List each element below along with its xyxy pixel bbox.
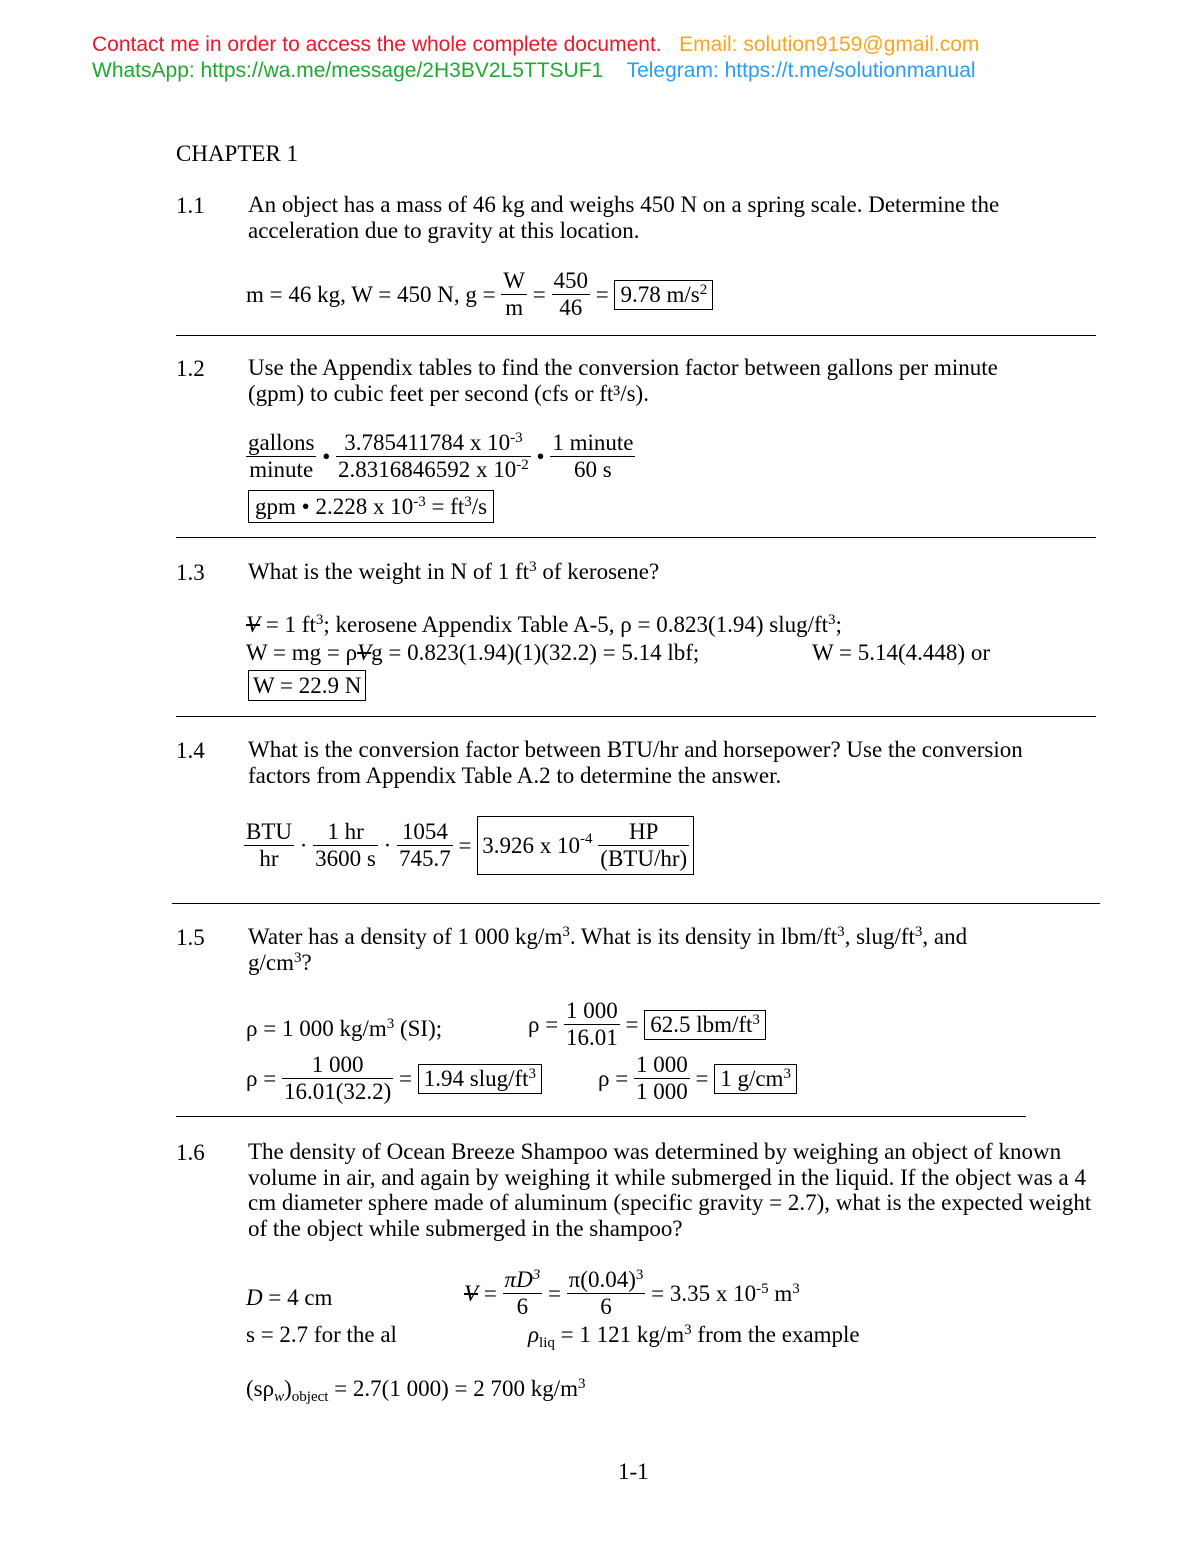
superscript: -3	[510, 430, 523, 446]
text: = 3.35 x 10	[651, 1281, 757, 1306]
numerator: 1 000	[635, 1052, 688, 1077]
numerator: HP	[598, 819, 689, 846]
denominator: 16.01(32.2)	[283, 1079, 392, 1104]
solution-line: V = $\frac{\pi D^3}{6}$ = $\frac{\pi(0.04)^3}{6}$ = 3.35 x $10^{-5}$ $m^3$	[464, 1267, 800, 1319]
text: gpm • 2.228 x 10	[255, 494, 414, 519]
divider	[176, 335, 1096, 336]
text: = 2.7(1 000) = 2 700 kg/m	[328, 1376, 578, 1401]
denominator: 16.01	[565, 1025, 618, 1050]
problem-number: 1.1	[176, 193, 205, 218]
subscript: liq	[539, 1335, 555, 1351]
fraction	[552, 268, 591, 321]
page-number: 1-1	[618, 1459, 649, 1484]
fraction	[244, 819, 294, 872]
text: ;	[835, 612, 842, 637]
equals: =	[458, 833, 472, 858]
solution-line	[246, 641, 699, 664]
superscript: -2	[516, 457, 529, 473]
problem-solution	[246, 430, 635, 483]
superscript: 3	[532, 1267, 541, 1283]
equals: =	[595, 282, 609, 307]
answer-box	[248, 490, 494, 523]
superscript: 3	[577, 1376, 586, 1392]
superscript: 3	[783, 1066, 791, 1082]
subscript: object	[291, 1389, 329, 1405]
superscript: 3	[914, 924, 923, 940]
volume-symbol: V	[246, 612, 261, 637]
superscript: 3	[792, 1281, 800, 1297]
superscript: 3	[315, 612, 324, 628]
problem-number: 1.2	[176, 356, 205, 381]
volume-symbol: V	[464, 1281, 479, 1306]
problem-question: The density of Ocean Breeze Shampoo was determined by weighing an object of known volume in air, and again by weighing it while submerged in the liquid. If the object was a 4 cm diameter sphere made of aluminum (specific gravity = 2.7), what is the expected weight of the object while submerged in the shampoo?	[248, 1139, 1092, 1241]
fraction	[336, 430, 531, 483]
operator: •	[536, 444, 545, 469]
text: from the example	[691, 1322, 860, 1347]
problem-question	[248, 559, 1108, 585]
text: π(0.04)	[568, 1267, 636, 1292]
denominator: minute	[249, 457, 314, 482]
text: . What is its density in lbm/ft	[569, 924, 838, 949]
divider	[176, 1116, 1026, 1117]
denominator	[336, 457, 531, 483]
operator: ·	[299, 833, 308, 858]
answer-box	[714, 1064, 797, 1094]
problem-number: 1.4	[176, 738, 205, 763]
text: ρ =	[598, 1066, 629, 1091]
divider	[176, 716, 1096, 717]
superscript: -4	[580, 830, 593, 847]
denominator: 46	[559, 295, 583, 320]
solution-line	[598, 1052, 797, 1105]
numerator: gallons	[248, 430, 315, 455]
problem-solution	[246, 268, 713, 321]
fraction	[282, 1052, 393, 1105]
superscript: 3	[528, 1066, 537, 1082]
text: m	[768, 1281, 793, 1306]
answer-text: 9.78 m/s	[620, 282, 700, 307]
superscript: -3	[413, 494, 426, 510]
numerator: 1 000	[565, 998, 618, 1023]
contact-text: Contact me in order to access the whole complete document.	[92, 33, 662, 56]
solution-line	[246, 1052, 542, 1105]
fraction	[246, 430, 316, 483]
text: W = mg = ρ	[246, 640, 358, 665]
telegram-link[interactable]: Telegram: https://t.me/solutionmanual	[626, 59, 976, 82]
operator: •	[322, 444, 331, 469]
superscript: 3	[386, 1016, 395, 1032]
divider	[176, 537, 1096, 538]
contact-banner	[92, 33, 979, 57]
text: /s	[471, 494, 488, 519]
whatsapp-link[interactable]: WhatsApp: https://wa.me/message/2H3BV2L5TTSUF1	[92, 59, 604, 82]
fraction	[634, 1052, 690, 1105]
text: 3.785411784 x 10	[344, 430, 511, 455]
denominator: (BTU/hr)	[600, 846, 688, 871]
numerator: 1 000	[282, 1052, 393, 1079]
solution-line	[246, 613, 842, 636]
text: (SI);	[394, 1016, 443, 1041]
diameter-symbol: D	[246, 1285, 263, 1310]
solution-line	[528, 998, 766, 1051]
solution-text: m = 46 kg, W = 450 N, g =	[246, 282, 496, 307]
solution-line	[246, 1017, 442, 1040]
text: = ft	[425, 494, 465, 519]
superscript: 3	[752, 1012, 760, 1028]
fraction	[564, 998, 620, 1051]
numerator	[503, 1267, 543, 1294]
text: )	[284, 1376, 292, 1401]
text: 2.8316846592 x 10	[338, 457, 517, 482]
text: = 1 ft	[260, 612, 316, 637]
answer-text: W = 22.9 N	[248, 670, 366, 701]
answer-box	[248, 670, 366, 701]
text: ρ = 1 000 kg/m	[246, 1016, 387, 1041]
email-link[interactable]: Email: solution9159@gmail.com	[679, 33, 980, 56]
text: (sρ	[246, 1376, 275, 1401]
text: g/cm	[248, 950, 294, 975]
answer-box	[477, 816, 694, 875]
superscript: 3	[529, 559, 537, 575]
solution-line: W = 5.14(4.448) or	[812, 640, 990, 665]
answer-text: 62.5 lbm/ft	[650, 1012, 753, 1037]
operator: ·	[383, 833, 392, 858]
fraction	[313, 819, 378, 872]
volume-symbol: V	[357, 640, 372, 665]
answer-text: 1.94 slug/ft	[423, 1066, 529, 1091]
answer-box	[644, 1010, 766, 1040]
problem-number: 1.6	[176, 1140, 205, 1165]
problem-number: 1.3	[176, 560, 205, 585]
denominator: m	[505, 295, 524, 320]
fraction	[397, 819, 453, 872]
answer-box	[614, 280, 713, 310]
denominator: hr	[259, 846, 279, 871]
superscript: 3	[562, 924, 570, 940]
numerator: 450	[553, 268, 588, 293]
problem-number: 1.5	[176, 925, 205, 950]
numerator	[336, 430, 531, 457]
numerator	[567, 1267, 646, 1294]
problem-question: Use the Appendix tables to find the conversion factor between gallons per minute (gpm) to cubic feet per second (cfs or ft³/s).	[248, 355, 998, 406]
answer-text: 1 g/cm	[720, 1066, 784, 1091]
contact-links	[92, 59, 976, 83]
text	[651, 1281, 800, 1306]
denominator: 6	[516, 1294, 529, 1319]
fraction	[598, 819, 689, 872]
superscript: 3	[635, 1267, 644, 1283]
problem-question: An object has a mass of 46 kg and weighs 450 N on a spring scale. Determine the acceleration due to gravity at this location.	[248, 192, 1000, 243]
numerator: 1 minute	[552, 430, 634, 455]
denominator: 745.7	[399, 846, 451, 871]
text: = 1 121 kg/m	[554, 1322, 685, 1347]
equals: =	[625, 1012, 639, 1037]
equals: =	[695, 1066, 709, 1091]
solution-line	[528, 1322, 860, 1351]
superscript: 3	[294, 950, 302, 966]
fraction	[550, 430, 635, 483]
problem-question: What is the conversion factor between BTU/hr and horsepower? Use the conversion factors from Appendix Table A.2 to determine the answer.	[248, 737, 1023, 788]
text: ?	[301, 950, 312, 975]
problem-solution	[244, 816, 694, 875]
divider	[172, 903, 1100, 904]
rho-symbol: ρ	[528, 1322, 540, 1347]
solution-line	[246, 1286, 332, 1309]
denominator: 6	[600, 1294, 612, 1319]
problem-question	[248, 924, 1108, 976]
fraction	[503, 1267, 543, 1320]
text: ρ =	[528, 1012, 559, 1037]
answer-box	[418, 1064, 542, 1094]
numerator: 1 hr	[313, 819, 378, 846]
text: Water has a density of 1 000 kg/m	[248, 924, 563, 949]
text: , and	[922, 924, 968, 949]
superscript: 3	[684, 1322, 692, 1338]
text: g = 0.823(1.94)(1)(32.2) = 5.14 lbf;	[371, 640, 700, 665]
denominator: 3600 s	[315, 846, 376, 871]
text: ; kerosene Appendix Table A-5, ρ = 0.823(1.94) slug/ft	[323, 612, 829, 637]
answer-text	[248, 490, 494, 523]
text: , slug/ft	[844, 924, 915, 949]
numerator: BTU	[246, 819, 292, 844]
text: of kerosene?	[536, 559, 660, 584]
numerator: 1054	[397, 819, 453, 846]
denominator: 60 s	[574, 457, 612, 482]
text: ρ =	[246, 1066, 277, 1091]
superscript: 3	[837, 924, 845, 940]
solution-line: s = 2.7 for the al	[246, 1322, 397, 1347]
text: = 4 cm	[262, 1285, 333, 1310]
superscript: 3	[828, 612, 836, 628]
numerator: W	[503, 268, 526, 293]
text: What is the weight in N of 1 ft	[248, 559, 530, 584]
fraction	[567, 1267, 646, 1320]
denominator: 1 000	[635, 1079, 688, 1104]
text: 3.926 x 10	[482, 833, 581, 858]
superscript: 2	[699, 282, 708, 298]
equals: =	[399, 1066, 413, 1091]
equals: =	[532, 282, 546, 307]
superscript: 3	[464, 494, 472, 510]
chapter-title: CHAPTER 1	[176, 141, 299, 166]
text: πD	[504, 1267, 533, 1292]
subscript: w	[274, 1389, 285, 1405]
text: =	[478, 1281, 497, 1306]
superscript: -5	[756, 1281, 769, 1297]
solution-line	[246, 1376, 586, 1405]
fraction	[501, 268, 527, 321]
